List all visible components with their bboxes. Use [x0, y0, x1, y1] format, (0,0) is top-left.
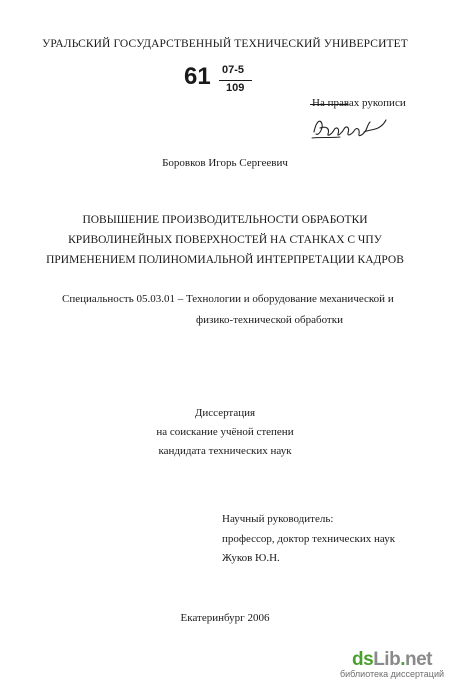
author-name: Боровков Игорь Сергеевич [162, 157, 288, 169]
logo-net: net [404, 649, 432, 670]
supervisor-degree: профессор, доктор технических наук [222, 532, 396, 545]
handwritten-signature-icon [310, 110, 390, 144]
title-line: КРИВОЛИНЕЙНЫХ ПОВЕРХНОСТЕЙ НА СТАНКАХ С ЧПУ [68, 234, 382, 246]
shelf-code-numerator: 07-5 [222, 64, 245, 76]
title-line: ПОВЫШЕНИЕ ПРОИЗВОДИТЕЛЬНОСТИ ОБРАБОТКИ [82, 214, 368, 226]
city-year: Екатеринбург 2006 [180, 612, 270, 624]
degree-line: кандидата технических наук [158, 445, 292, 457]
dissertation-title [0, 210, 450, 270]
shelf-code-divider [219, 80, 252, 81]
logo-lib: Lib [373, 649, 401, 670]
logo-dot: . [400, 649, 405, 670]
dslib-logo [336, 649, 448, 671]
dslib-watermark[interactable] [336, 649, 448, 679]
specialty-line-1: Специальность 05.03.01 – Технологии и оборудование механической и [62, 293, 394, 305]
shelf-code-main: 61 [184, 63, 211, 90]
degree-line: на соискание учёной степени [156, 426, 294, 438]
university-name: УРАЛЬСКИЙ ГОСУДАРСТВЕННЫЙ ТЕХНИЧЕСКИЙ УНИВЕРСИТЕТ [42, 38, 408, 50]
supervisor-label: Научный руководитель: [222, 513, 334, 525]
logo-ds: ds [352, 649, 374, 670]
rights-strike-line [310, 104, 348, 105]
manuscript-rights-note: На правах рукописи [312, 97, 406, 109]
watermark-subtitle: библиотека диссертаций [339, 669, 444, 679]
degree-line: Диссертация [194, 407, 256, 419]
supervisor-block [222, 510, 395, 569]
supervisor-name: Жуков Ю.Н. [222, 552, 280, 564]
degree-statement [0, 404, 450, 461]
specialty-line-2: физико-технической обработки [196, 314, 343, 326]
title-line: ПРИМЕНЕНИЕМ ПОЛИНОМИАЛЬНОЙ ИНТЕРПРЕТАЦИИ КАДРОВ [46, 254, 404, 266]
shelf-code-denominator: 109 [226, 82, 245, 94]
